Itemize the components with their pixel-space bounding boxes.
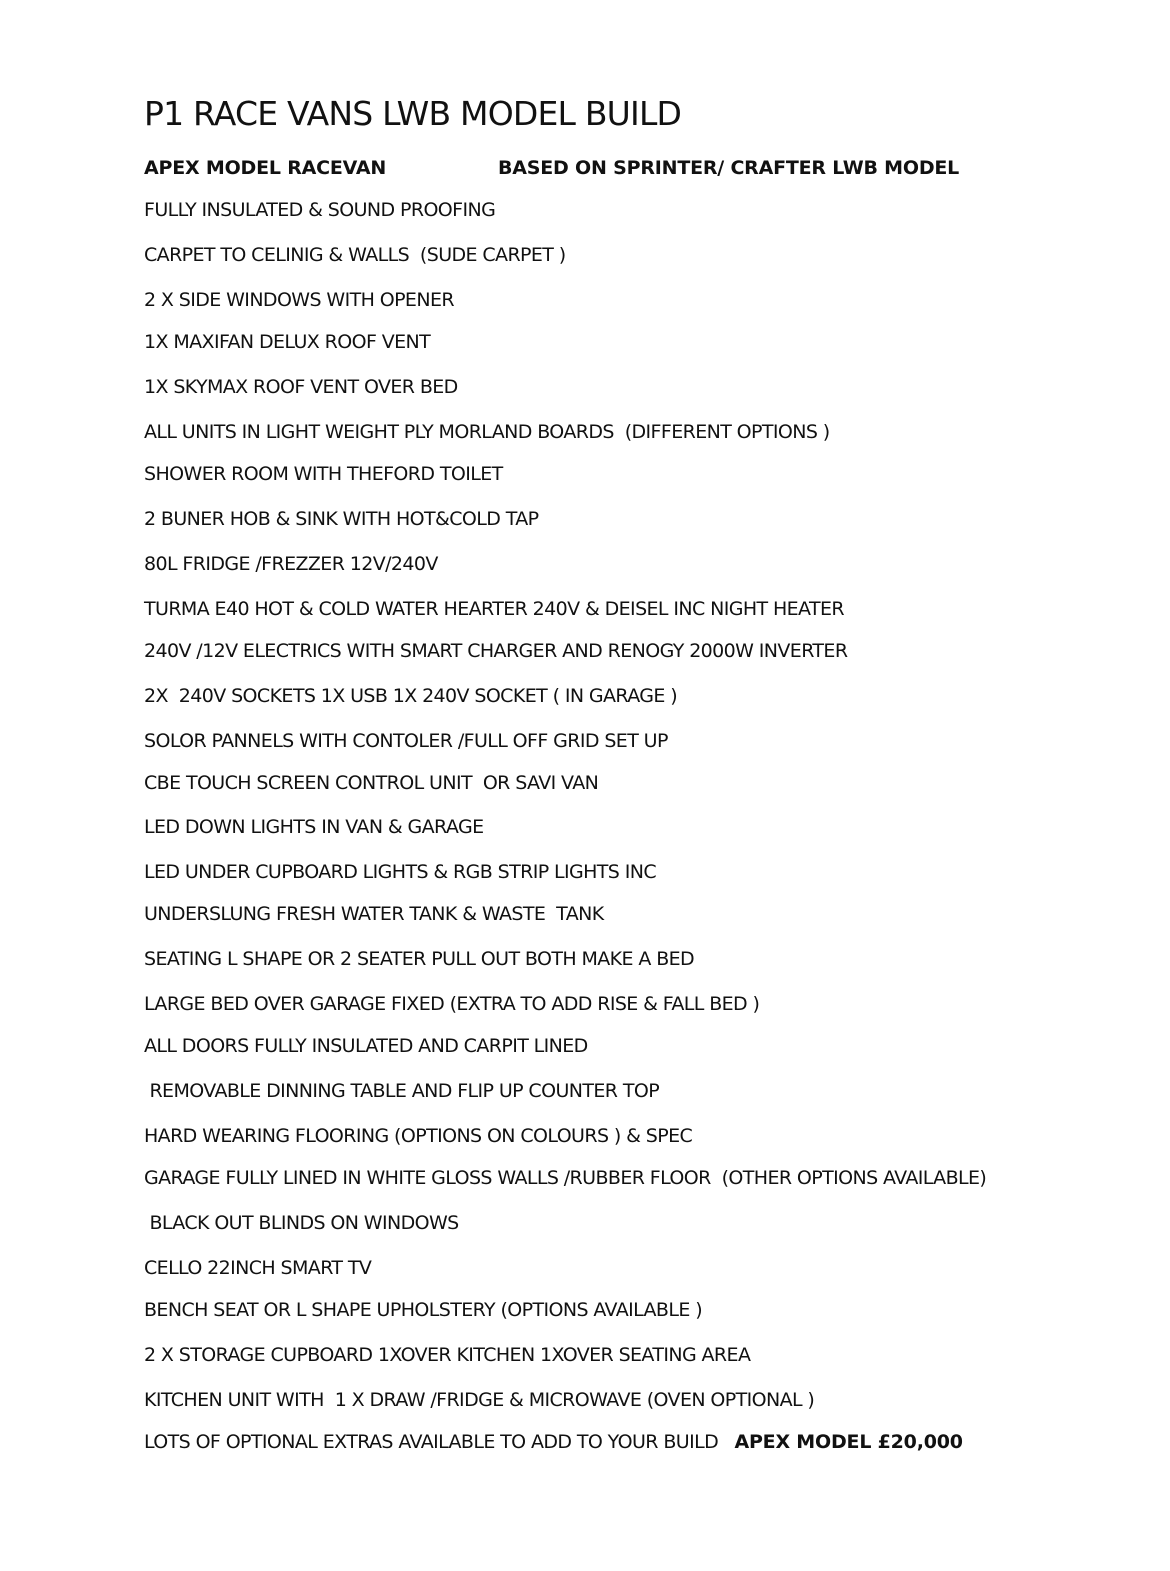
base-vehicle-label: BASED ON SPRINTER/ CRAFTER LWB MODEL bbox=[498, 157, 960, 179]
feature-line: BENCH SEAT OR L SHAPE UPHOLSTERY (OPTIONS AVAILABLE ) bbox=[144, 1299, 703, 1321]
page-title: P1 RACE VANS LWB MODEL BUILD bbox=[144, 94, 682, 133]
feature-line: LARGE BED OVER GARAGE FIXED (EXTRA TO ADD RISE & FALL BED ) bbox=[144, 993, 760, 1015]
feature-line: TURMA E40 HOT & COLD WATER HEARTER 240V & DEISEL INC NIGHT HEATER bbox=[144, 598, 844, 620]
feature-line: REMOVABLE DINNING TABLE AND FLIP UP COUNTER TOP bbox=[144, 1080, 660, 1102]
feature-line: CBE TOUCH SCREEN CONTROL UNIT OR SAVI VAN bbox=[144, 772, 599, 794]
feature-line: LED DOWN LIGHTS IN VAN & GARAGE bbox=[144, 816, 484, 838]
feature-line: 2X 240V SOCKETS 1X USB 1X 240V SOCKET ( IN GARAGE ) bbox=[144, 685, 678, 707]
feature-line: KITCHEN UNIT WITH 1 X DRAW /FRIDGE & MICROWAVE (OVEN OPTIONAL ) bbox=[144, 1389, 815, 1411]
feature-line: ALL DOORS FULLY INSULATED AND CARPIT LINED bbox=[144, 1035, 588, 1057]
feature-line: BLACK OUT BLINDS ON WINDOWS bbox=[144, 1212, 459, 1234]
feature-line: 80L FRIDGE /FREZZER 12V/240V bbox=[144, 553, 438, 575]
feature-line: CARPET TO CELINIG & WALLS (SUDE CARPET ) bbox=[144, 244, 566, 266]
feature-line: UNDERSLUNG FRESH WATER TANK & WASTE TANK bbox=[144, 903, 604, 925]
feature-line: 2 X SIDE WINDOWS WITH OPENER bbox=[144, 289, 454, 311]
closing-text: LOTS OF OPTIONAL EXTRAS AVAILABLE TO ADD TO YOUR BUILD bbox=[144, 1431, 719, 1453]
feature-line: SOLOR PANNELS WITH CONTOLER /FULL OFF GRID SET UP bbox=[144, 730, 668, 752]
feature-line: 240V /12V ELECTRICS WITH SMART CHARGER AND RENOGY 2000W INVERTER bbox=[144, 640, 848, 662]
feature-line: SEATING L SHAPE OR 2 SEATER PULL OUT BOTH MAKE A BED bbox=[144, 948, 695, 970]
feature-line: 2 X STORAGE CUPBOARD 1XOVER KITCHEN 1XOVER SEATING AREA bbox=[144, 1344, 751, 1366]
feature-line: GARAGE FULLY LINED IN WHITE GLOSS WALLS /RUBBER FLOOR (OTHER OPTIONS AVAILABLE) bbox=[144, 1167, 987, 1189]
feature-line: SHOWER ROOM WITH THEFORD TOILET bbox=[144, 463, 503, 485]
feature-line: ALL UNITS IN LIGHT WEIGHT PLY MORLAND BOARDS (DIFFERENT OPTIONS ) bbox=[144, 421, 830, 443]
feature-line: FULLY INSULATED & SOUND PROOFING bbox=[144, 199, 496, 221]
closing-line bbox=[144, 1431, 963, 1453]
feature-line: 2 BUNER HOB & SINK WITH HOT&COLD TAP bbox=[144, 508, 539, 530]
feature-line: HARD WEARING FLOORING (OPTIONS ON COLOURS ) & SPEC bbox=[144, 1125, 693, 1147]
feature-line: LED UNDER CUPBOARD LIGHTS & RGB STRIP LIGHTS INC bbox=[144, 861, 656, 883]
feature-line: 1X MAXIFAN DELUX ROOF VENT bbox=[144, 331, 431, 353]
feature-line: 1X SKYMAX ROOF VENT OVER BED bbox=[144, 376, 458, 398]
feature-line: CELLO 22INCH SMART TV bbox=[144, 1257, 372, 1279]
model-label: APEX MODEL RACEVAN bbox=[144, 157, 387, 179]
price-text: APEX MODEL £20,000 bbox=[734, 1431, 963, 1453]
